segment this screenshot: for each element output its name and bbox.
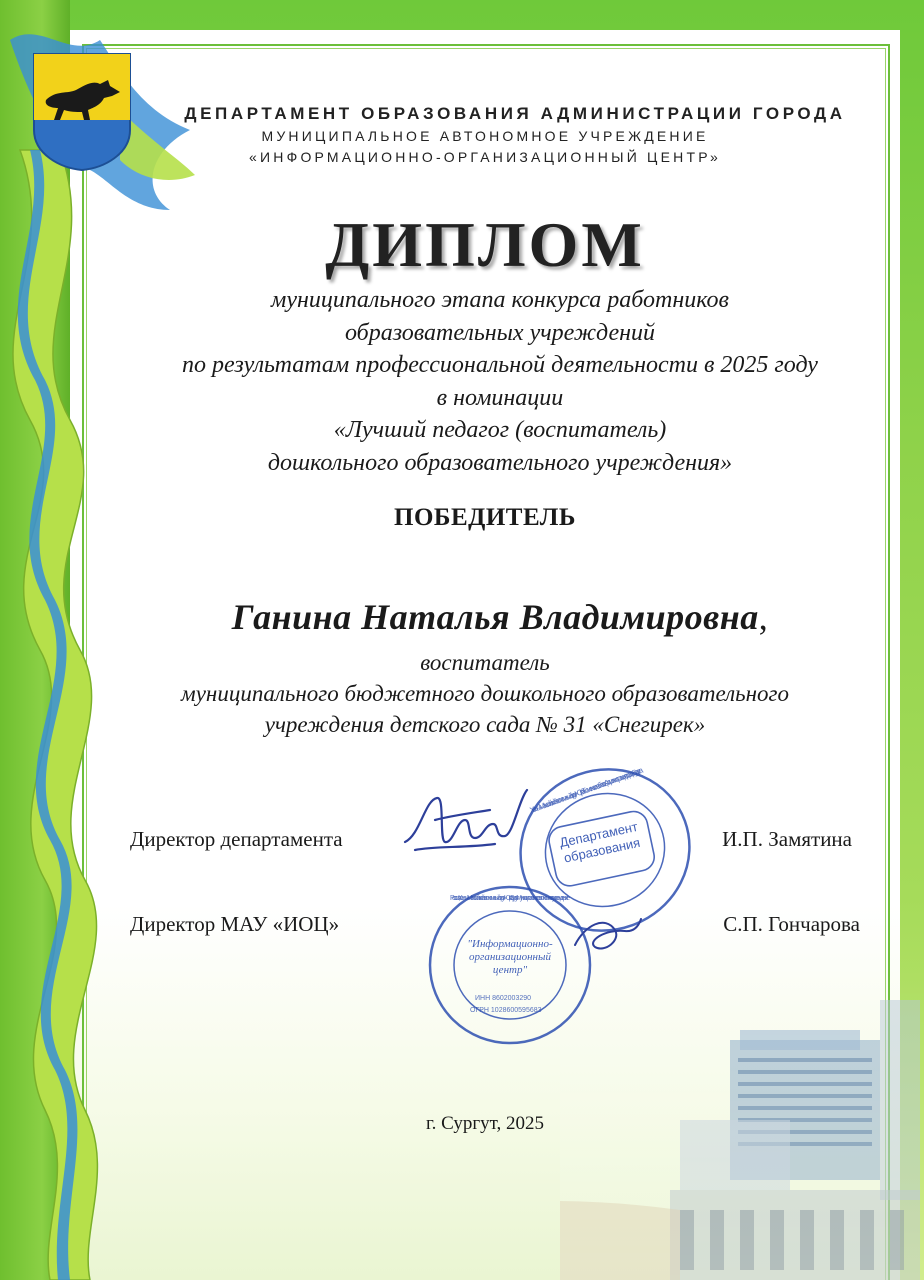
signature-person: И.П. Замятина bbox=[722, 827, 852, 851]
stamp2-inn: ИНН 8602003290 bbox=[475, 995, 532, 1002]
position-line: воспитатель bbox=[420, 650, 550, 675]
diploma-subtitle bbox=[120, 284, 880, 479]
recipient-name-line bbox=[120, 596, 880, 638]
stamp2-center-text: "Информационно-организационный центр" bbox=[467, 938, 553, 976]
stamp2-ogrn: ОГРН 1028600595683 bbox=[470, 1007, 542, 1014]
surgut-coat-of-arms-fox-icon bbox=[30, 50, 134, 172]
signature-goncharova bbox=[565, 905, 645, 965]
recipient-position bbox=[90, 647, 880, 740]
diploma-title: ДИПЛОМ bbox=[325, 209, 645, 280]
header-institution-type: МУНИЦИПАЛЬНОЕ АВТОНОМНОЕ УЧРЕЖДЕНИЕ bbox=[261, 128, 709, 144]
subtitle-line: дошкольного образовательного учреждения» bbox=[267, 449, 733, 476]
position-line: муниципального бюджетного дошкольного образовательного bbox=[181, 681, 789, 706]
header-department: ДЕПАРТАМЕНТ ОБРАЗОВАНИЯ АДМИНИСТРАЦИИ ГОРОДА bbox=[184, 104, 846, 123]
place-and-year: г. Сургут, 2025 bbox=[425, 1113, 545, 1134]
signature-role: Директор МАУ «ИОЦ» bbox=[130, 912, 340, 936]
subtitle-line: образовательных учреждений bbox=[344, 319, 656, 346]
recipient-name: Ганина Наталья Владимировна bbox=[231, 597, 759, 637]
stamp1-center-text: Департамент образования bbox=[558, 818, 642, 866]
recipient-name-comma: , bbox=[758, 597, 769, 637]
subtitle-line: муниципального этапа конкурса работников bbox=[271, 287, 729, 313]
ribbon-decoration bbox=[0, 0, 200, 1280]
signature-person: С.П. Гончарова bbox=[723, 912, 860, 936]
subtitle-line: «Лучший педагог (воспитатель) bbox=[333, 417, 667, 443]
stamp2-ring-text: Россия, Ханты-Мансийский автономный округ – Югра, г. Сургут · Муниципальное автономное учреждение bbox=[450, 895, 570, 902]
subtitle-line: по результатам профессиональной деятельности в 2025 году bbox=[182, 352, 818, 378]
signature-zamyatina bbox=[395, 780, 535, 875]
header-institution-name: «ИНФОРМАЦИОННО-ОРГАНИЗАЦИОННЫЙ ЦЕНТР» bbox=[249, 149, 721, 165]
stamp1-ring-text: Ханты-Мансийский автономный округ – Югра · Тюменская область · Администрация города Сургута bbox=[528, 765, 645, 815]
signature-role: Директор департамента bbox=[130, 827, 343, 851]
award-status: ПОБЕДИТЕЛЬ bbox=[394, 504, 576, 531]
subtitle-line: в номинации bbox=[436, 384, 564, 411]
position-line: учреждения детского сада № 31 «Снегирек» bbox=[264, 712, 706, 737]
